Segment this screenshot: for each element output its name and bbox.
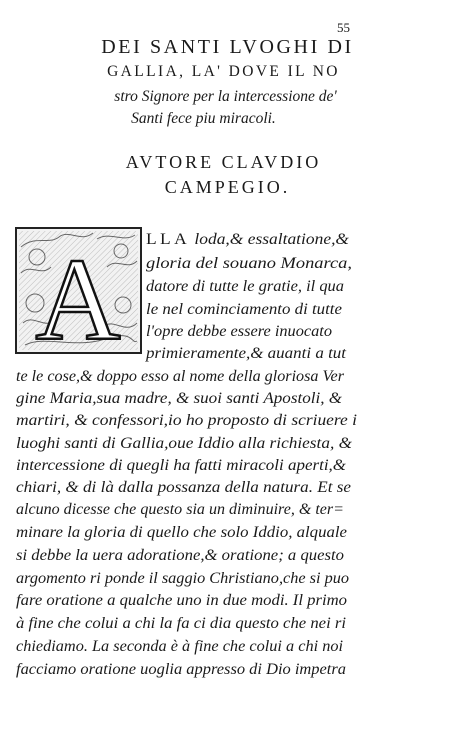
body-line-text: datore di tutte le gratie, il qua (146, 278, 344, 295)
body-line-text: si debbe la uera adoratione,& oratione; a questo (16, 547, 344, 564)
body-line (16, 389, 342, 409)
body-line-text: le nel cominciamento di tutte (146, 301, 342, 318)
body-line (16, 569, 349, 589)
body-line-text: à fine che colui a chi la fa ci dia questo che nei ri (16, 615, 346, 632)
chapter-subtitle-line-1: stro Signore per la intercessione de' (114, 88, 337, 105)
body-line-text: intercessione di quegli ha fatti miracoli aperti,& (16, 457, 346, 474)
body-line-text: minare la gloria di quello che solo Iddio, alquale (16, 524, 347, 541)
body-line (16, 367, 344, 387)
body-line-text: gloria del souano Monarca, (146, 255, 352, 272)
body-line (16, 660, 346, 680)
body-line-text: luoghi santi di Gallia,oue Iddio alla richiesta, & (16, 435, 352, 452)
body-line-text: fare oratione a qualche uno in due modi. Il primo (16, 592, 347, 609)
chapter-title-line-1: DEI SANTI LVOGHI DI (101, 36, 354, 58)
body-line-text: primieramente,& auanti a tut (146, 345, 346, 362)
body-line (16, 411, 357, 431)
author-line-2: CAMPEGIO. (164, 177, 291, 197)
body-line-text: martiri, & confessori,io ho proposto di scriuere i (16, 412, 357, 429)
body-line-text: facciamo oratione uoglia appresso di Dio impetra (16, 661, 346, 678)
body-line (16, 591, 347, 611)
body-line (16, 456, 346, 476)
body-line (146, 300, 342, 320)
page-number: 55 (337, 20, 350, 35)
svg-text:A: A (35, 234, 121, 354)
chapter-subtitle-line-2: Santi fece piu miracoli. (131, 110, 276, 127)
body-line (16, 614, 346, 634)
body-line-text: argomento ri ponde il saggio Christiano,che si puo (16, 570, 349, 587)
body-line (16, 500, 344, 520)
body-line (146, 344, 346, 364)
body-line (16, 434, 352, 454)
body-line (16, 523, 347, 543)
body-line (146, 322, 332, 342)
body-line (16, 637, 343, 657)
body-line-text: loda,& essaltatione,& (190, 231, 349, 248)
body-line-text: alcuno dicesse che questo sia un diminuire, & ter= (16, 501, 344, 518)
author-line-1: AVTORE CLAVDIO (125, 152, 322, 172)
body-line (16, 546, 344, 566)
body-line (146, 277, 344, 297)
body-line-text: te le cose,& doppo esso al nome della gloriosa Ver (16, 368, 344, 385)
body-line (146, 230, 349, 250)
body-line (146, 254, 352, 274)
body-line-text: chiediamo. La seconda è à fine che colui a chi noi (16, 638, 343, 655)
drop-cap-woodcut (15, 227, 142, 354)
body-line-text: l'opre debbe essere inuocato (146, 323, 332, 340)
body-line-text: gine Maria,sua madre, & suoi santi Apostoli, & (16, 390, 342, 407)
body-line-text: chiari, & di là dalla possanza della natura. Et se (16, 479, 351, 496)
body-line (16, 478, 351, 498)
decorated-initial-a (15, 227, 142, 354)
chapter-title-line-2: GALLIA, LA' DOVE IL NO (107, 63, 340, 80)
body-line-lead-caps: LLA (146, 231, 191, 248)
